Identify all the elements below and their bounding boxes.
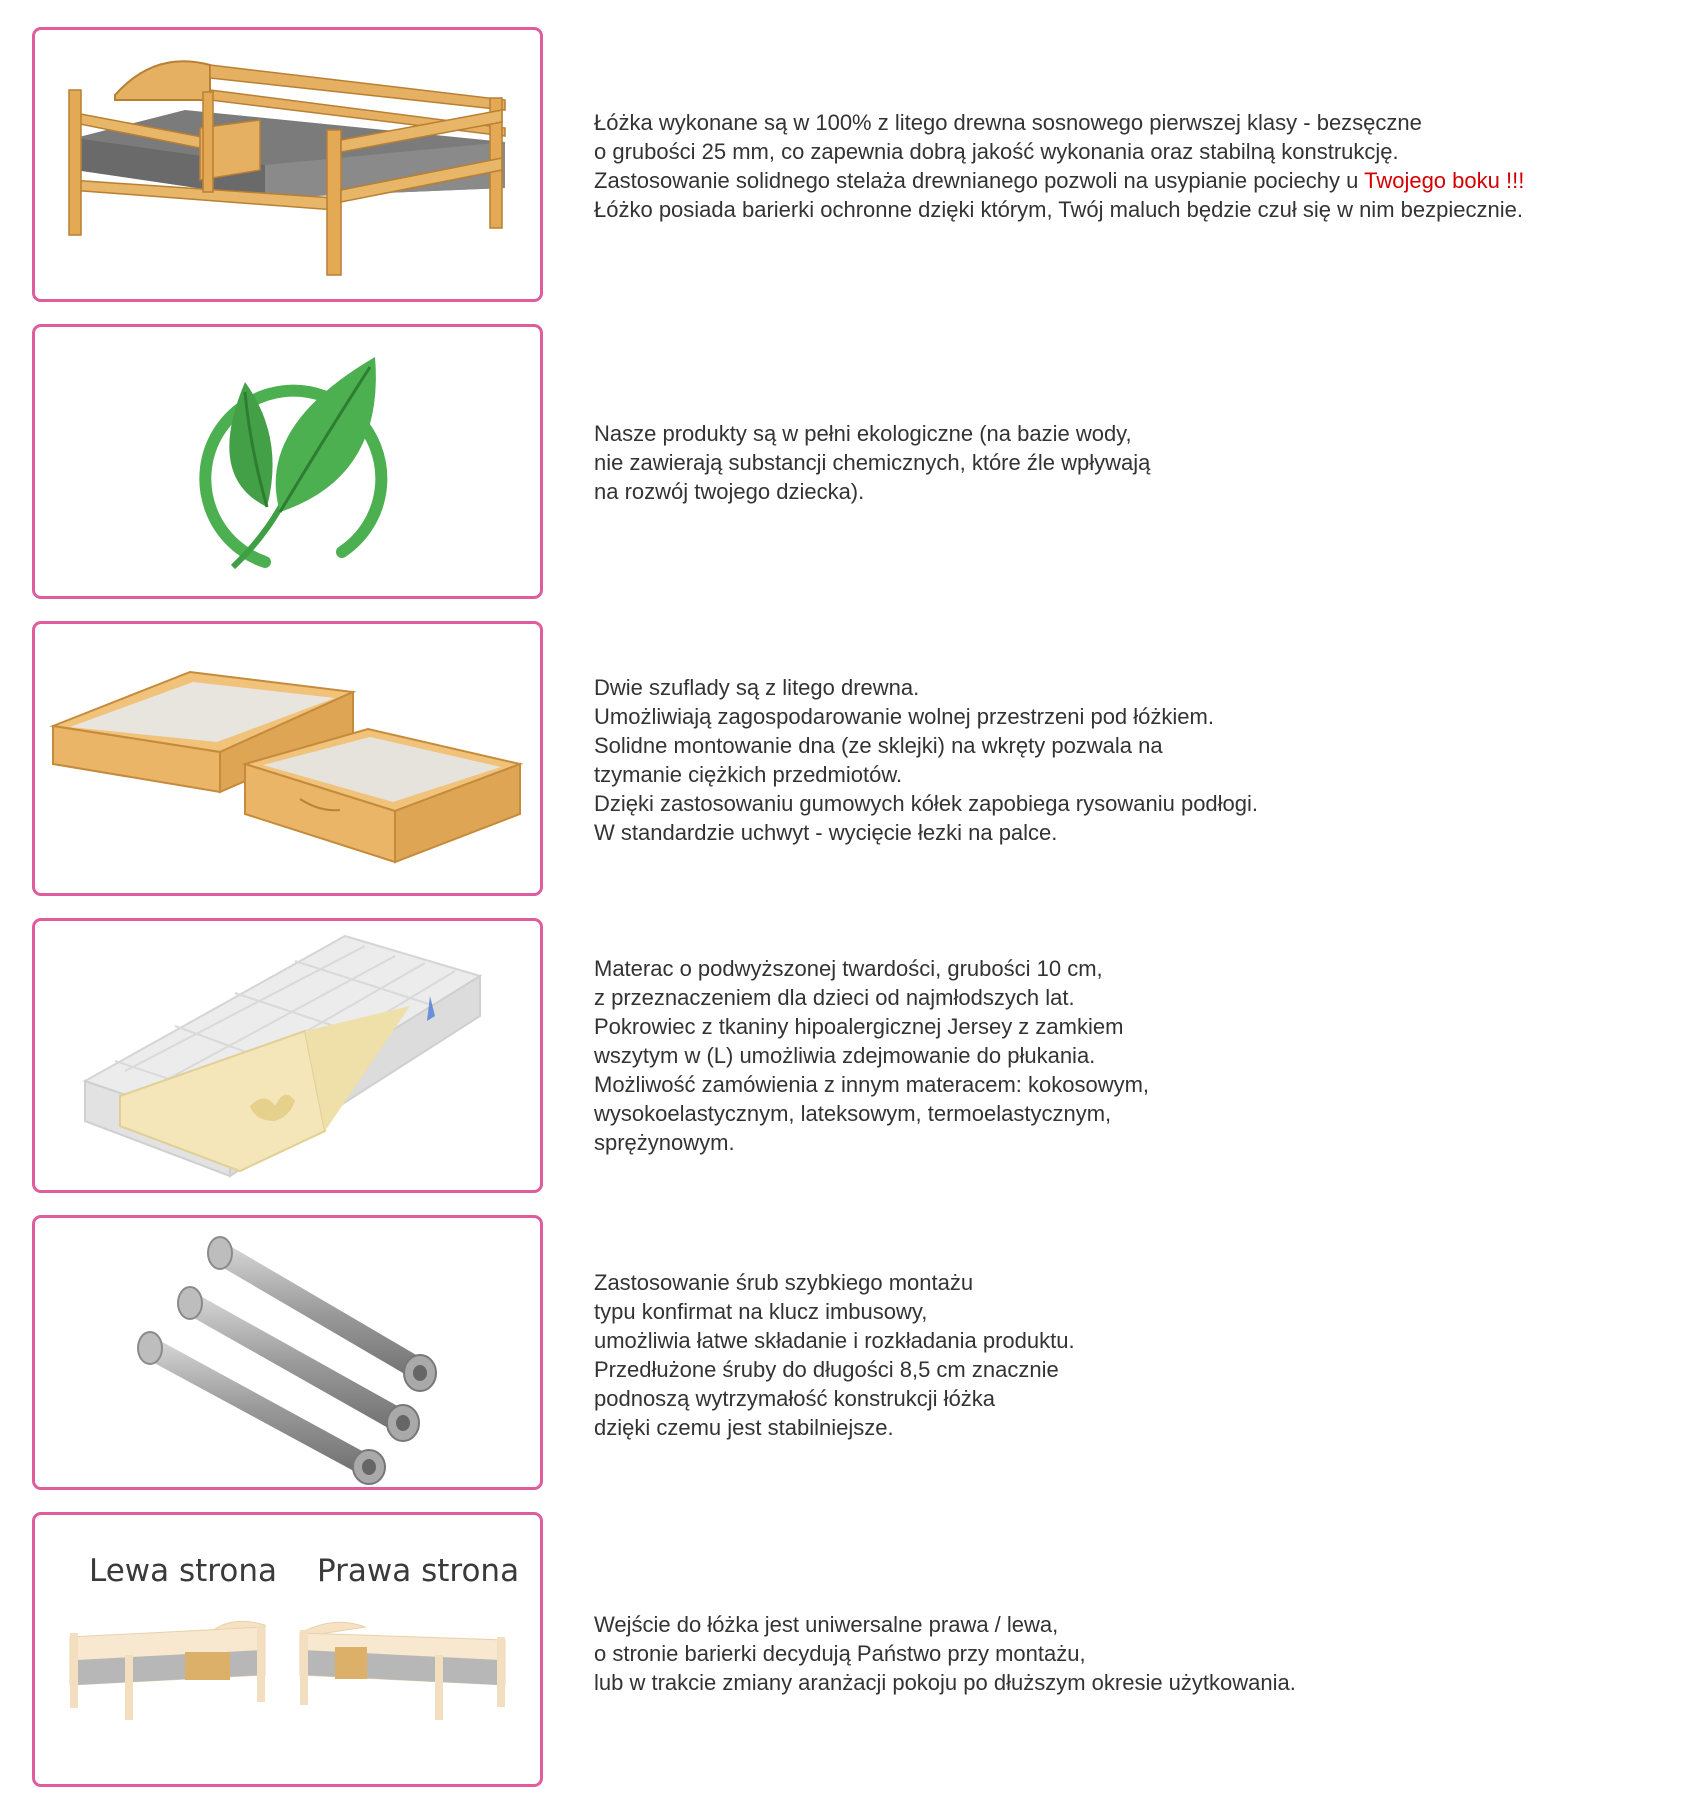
text-line: Łóżka wykonane są w 100% z litego drewna sosnowego pierwszej klasy - bezsęczne	[594, 110, 1422, 135]
text-line: nie zawierają substancji chemicznych, które źle wpływają	[594, 450, 1151, 475]
text-line: Zastosowanie śrub szybkiego montażu	[594, 1270, 974, 1295]
drawers-image-card	[32, 621, 543, 896]
sides-image-card	[32, 1512, 543, 1787]
feature-row-screws	[0, 1215, 1700, 1495]
bed-illustration	[35, 30, 540, 299]
eco-image-card	[32, 324, 543, 599]
text-line: Przedłużone śruby do długości 8,5 cm znacznie	[594, 1357, 1059, 1382]
text-line: Solidne montowanie dna (ze sklejki) na wkręty pozwala na	[594, 733, 1163, 758]
bed-image-card	[32, 27, 543, 302]
mattress-image-card	[32, 918, 543, 1193]
text-line: podnoszą wytrzymałość konstrukcji łóżka	[594, 1386, 996, 1411]
right-bed	[300, 1622, 505, 1720]
text-line: o stronie barierki decydują Państwo przy montażu,	[594, 1641, 1086, 1666]
eco-leaf-icon	[35, 327, 540, 596]
text-line: W standardzie uchwyt - wycięcie łezki na palce.	[594, 820, 1058, 845]
feature-row-sides	[0, 1512, 1700, 1792]
feature-row-eco	[0, 324, 1700, 604]
text-line: Pokrowiec z tkaniny hipoalergicznej Jersey z zamkiem	[594, 1014, 1124, 1039]
drawers-description	[594, 673, 1674, 847]
text-line: Wejście do łóżka jest uniwersalne prawa / lewa,	[594, 1612, 1059, 1637]
sides-illustration	[35, 1515, 540, 1784]
text-line: dzięki czemu jest stabilniejsze.	[594, 1415, 894, 1440]
screws-image-card	[32, 1215, 543, 1490]
text-line: wszytym w (L) umożliwia zdejmowanie do płukania.	[594, 1043, 1096, 1068]
left-bed	[70, 1621, 265, 1720]
text-line: lub w trakcie zmiany aranżacji pokoju po dłuższym okresie użytkowania.	[594, 1670, 1296, 1695]
text-line: umożliwia łatwe składanie i rozkładania produktu.	[594, 1328, 1075, 1353]
text-line: na rozwój twojego dziecka).	[594, 479, 865, 504]
text-line: Dwie szuflady są z litego drewna.	[594, 675, 920, 700]
text-line: Nasze produkty są w pełni ekologiczne (na bazie wody,	[594, 421, 1132, 446]
screws-description	[594, 1268, 1674, 1442]
text-line: sprężynowym.	[594, 1130, 735, 1155]
feature-row-bed	[0, 27, 1700, 307]
text-line: wysokoelastycznym, lateksowym, termoelastycznym,	[594, 1101, 1112, 1126]
text-line: Łóżko posiada barierki ochronne dzięki którym, Twój maluch będzie czuł się w nim bezpiecznie.	[594, 197, 1523, 222]
left-side-label: Lewa strona	[89, 1553, 277, 1589]
sides-description	[594, 1610, 1674, 1697]
text-line: typu konfirmat na klucz imbusowy,	[594, 1299, 928, 1324]
text-line: Dzięki zastosowaniu gumowych kółek zapobiega rysowaniu podłogi.	[594, 791, 1259, 816]
feature-row-mattress	[0, 918, 1700, 1198]
text-line: tzymanie ciężkich przedmiotów.	[594, 762, 903, 787]
eco-description	[594, 419, 1674, 506]
text-line	[594, 166, 1674, 195]
mattress-illustration	[35, 921, 540, 1190]
text-line: Umożliwiają zagospodarowanie wolnej przestrzeni pod łóżkiem.	[594, 704, 1214, 729]
highlight-text: Twojego boku !!!	[1364, 168, 1525, 193]
feature-row-drawers	[0, 621, 1700, 901]
drawers-illustration	[35, 624, 540, 893]
mattress-description	[594, 954, 1674, 1157]
right-side-label: Prawa strona	[317, 1553, 520, 1589]
text-line: Materac o podwyższonej twardości, grubości 10 cm,	[594, 956, 1103, 981]
text-line: o grubości 25 mm, co zapewnia dobrą jakość wykonania oraz stabilną konstrukcję.	[594, 139, 1399, 164]
text-line-start: Zastosowanie solidnego stelaża drewnianego pozwoli na usypianie pociechy u	[594, 168, 1365, 193]
screws-illustration	[35, 1218, 540, 1487]
text-line: z przeznaczeniem dla dzieci od najmłodszych lat.	[594, 985, 1075, 1010]
bed-description	[594, 108, 1674, 224]
text-line: Możliwość zamówienia z innym materacem: kokosowym,	[594, 1072, 1150, 1097]
